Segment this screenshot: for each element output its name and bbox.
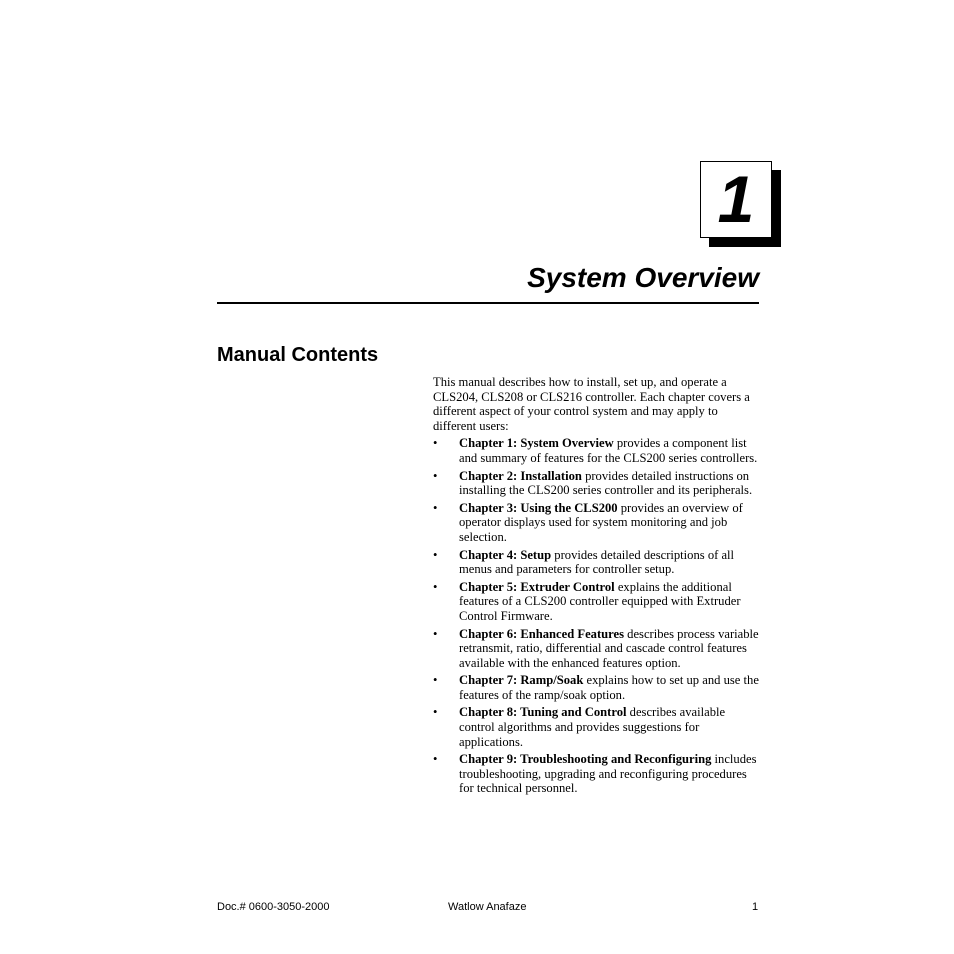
bullet-icon: • bbox=[433, 673, 438, 688]
intro-paragraph: This manual describes how to install, set up, and operate a CLS204, CLS208 or CLS216 controller. Each chapter covers a different aspect of your control system and may apply to different users: bbox=[433, 375, 750, 433]
chapter-item-title: Chapter 1: System Overview bbox=[459, 436, 614, 451]
chapter-item-title: Chapter 3: Using the CLS200 bbox=[459, 500, 618, 515]
chapter-number: 1 bbox=[717, 162, 755, 236]
chapter-item-title: Chapter 6: Enhanced Features bbox=[459, 626, 625, 641]
bullet-icon: • bbox=[433, 579, 438, 594]
chapter-item-description: describes available control algorithms and provides suggestions for applications. bbox=[459, 705, 726, 749]
chapter-item-description: describes process variable retransmit, ratio, differential and cascade control features available with the enhanced features option. bbox=[459, 626, 759, 670]
chapter-item-title: Chapter 8: Tuning and Control bbox=[459, 705, 627, 720]
bullet-icon: • bbox=[433, 500, 438, 515]
chapter-item-title: Chapter 9: Troubleshooting and Reconfiguring bbox=[459, 752, 712, 767]
chapter-list-item bbox=[433, 752, 760, 796]
chapter-list-item bbox=[433, 436, 760, 465]
chapter-item-description: explains the additional features of a CLS200 controller equipped with Extruder Control Firmware. bbox=[459, 579, 741, 623]
chapter-list-item bbox=[433, 548, 760, 577]
chapter-list-item bbox=[433, 627, 760, 671]
title-divider bbox=[217, 302, 759, 304]
chapter-number-box bbox=[700, 161, 772, 238]
chapter-item-description: provides detailed instructions on installing the CLS200 series controller and its peripherals. bbox=[459, 468, 753, 498]
chapter-item-title: Chapter 5: Extruder Control bbox=[459, 579, 615, 594]
chapter-list-item bbox=[433, 673, 760, 702]
bullet-icon: • bbox=[433, 436, 438, 451]
chapter-item-description: explains how to set up and use the features of the ramp/soak option. bbox=[459, 673, 759, 702]
bullet-icon: • bbox=[433, 705, 438, 720]
chapter-item-description: provides a component list and summary of features for the CLS200 series controllers. bbox=[459, 436, 758, 465]
bullet-icon: • bbox=[433, 626, 438, 641]
chapter-list-item bbox=[433, 705, 760, 749]
chapter-item-title: Chapter 7: Ramp/Soak bbox=[459, 673, 584, 688]
bullet-icon: • bbox=[433, 547, 438, 562]
chapter-list-item bbox=[433, 501, 760, 545]
chapter-item-description: provides an overview of operator displays used for system monitoring and job selection. bbox=[459, 500, 743, 544]
chapter-list-item bbox=[433, 580, 760, 624]
footer-doc-number: Doc.# 0600-3050-2000 bbox=[217, 901, 330, 913]
footer-company: Watlow Anafaze bbox=[448, 901, 527, 913]
section-body bbox=[433, 375, 760, 799]
bullet-icon: • bbox=[433, 752, 438, 767]
chapter-item-title: Chapter 2: Installation bbox=[459, 468, 582, 483]
chapter-title: System Overview bbox=[527, 262, 759, 293]
chapter-list-item bbox=[433, 469, 760, 498]
footer-page-number: 1 bbox=[752, 901, 759, 913]
chapter-item-description: includes troubleshooting, upgrading and reconfiguring procedures for technical personnel. bbox=[459, 752, 757, 796]
chapter-item-title: Chapter 4: Setup bbox=[459, 547, 552, 562]
bullet-icon: • bbox=[433, 468, 438, 483]
chapter-item-description: provides detailed descriptions of all menus and parameters for controller setup. bbox=[459, 547, 735, 577]
section-heading: Manual Contents bbox=[217, 344, 379, 366]
chapter-list bbox=[433, 436, 760, 796]
